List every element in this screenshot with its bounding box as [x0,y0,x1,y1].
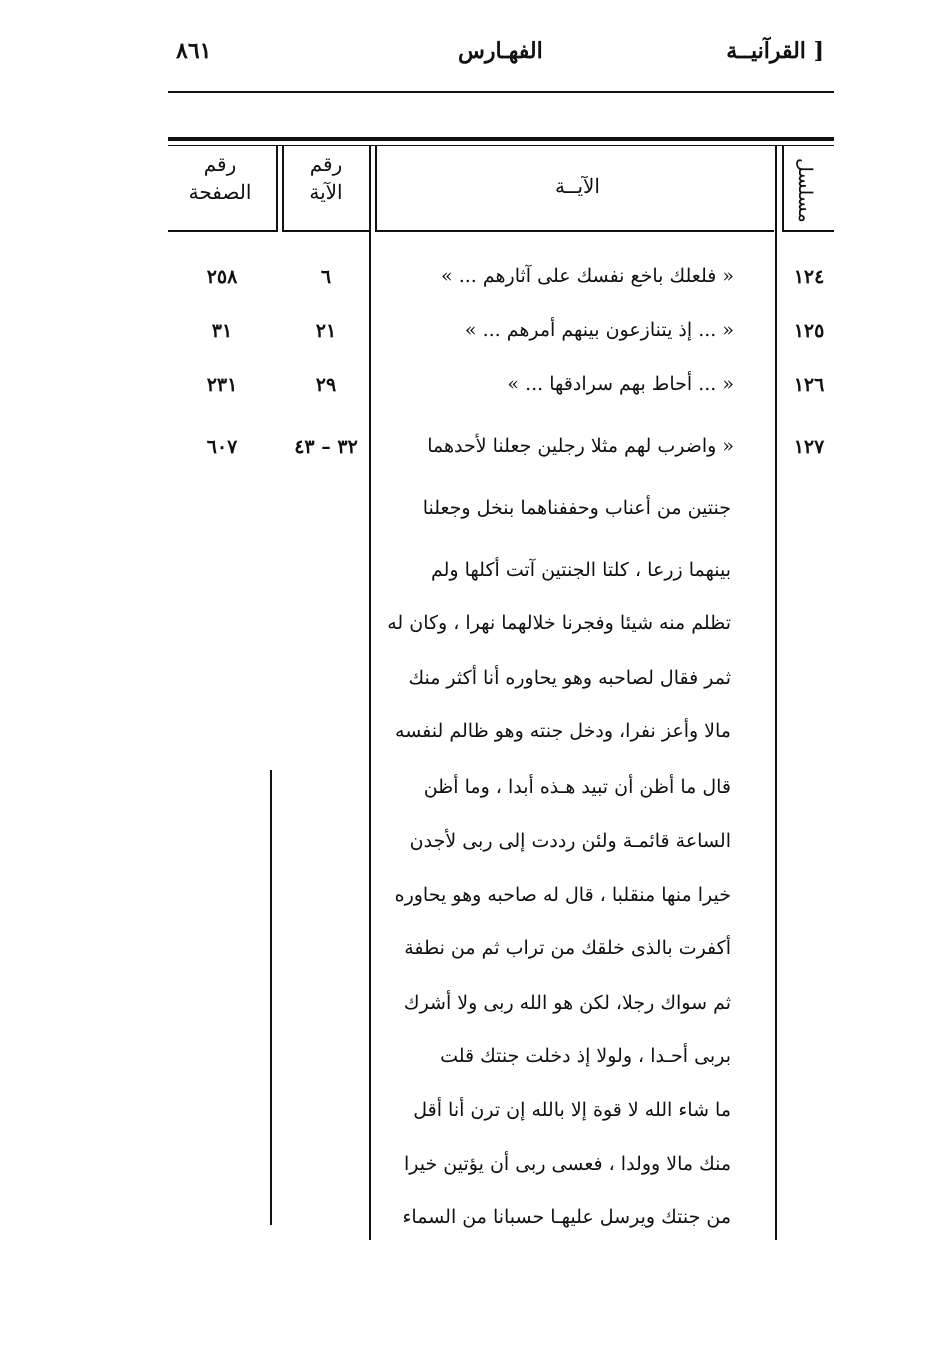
header-bottom-rule-page [168,230,276,232]
row-127-verse-number: ٣٢ – ٤٣ [294,436,358,458]
divider-verse-number-right [282,146,284,232]
header-bottom-rule-verse-number [283,230,369,232]
section-title: الفهـارس [458,38,543,64]
table-top-rule-thick [168,137,834,141]
table-top-rule-thin [168,145,834,146]
row-127-serial: ١٢٧ [793,436,825,458]
column-header-verse-text: الآيــة [555,174,600,198]
column-header-page [170,150,270,206]
divider-verse-left-inner [375,146,377,232]
divider-page-left [276,146,278,232]
verse-line: ثم سواك رجلا، لكن هو الله ربى ولا أشرك [403,992,731,1014]
divider-page-continued [270,770,272,1225]
page-number: ٨٦١ [176,38,212,64]
verse-line: جنتين من أعناب وحففناهما بنخل وجعلنا [422,497,731,519]
verse-line: قال ما أظن أن تبيد هـذه أبدا ، وما أظن [423,776,731,798]
verse-line: الساعة قائمـة ولئن رددت إلى ربى لأجدن [409,830,731,852]
divider-serial-left-inner [782,146,784,232]
row-126-page: ٢٣١ [206,374,238,396]
column-header-serial-text: مسلسل [794,157,816,223]
column-header-verse-number-line2: الآية [309,180,343,204]
row-126-verse-number: ٢٩ [315,374,337,396]
header-bottom-rule-serial [783,230,834,232]
verse-line: من جنتك ويرسل عليهـا حسبانا من السماء [402,1206,731,1228]
column-header-verse-number [282,150,370,206]
verse-line: ما شاء الله لا قوة إلا بالله إن ترن أنا أقل [413,1099,731,1121]
verse-line: بربى أحـدا ، ولولا إذ دخلت جنتك قلت [440,1045,731,1067]
row-124-verse: « فلعلك باخع نفسك على آثارهم ... » [441,265,734,287]
verse-line: منك مالا وولدا ، فعسى ربى أن يؤتين خيرا [404,1153,731,1175]
column-header-page-line1: رقم [203,152,237,176]
header-rule [168,91,834,93]
row-127-page: ٦٠٧ [206,436,238,458]
header-bottom-rule-verse [376,230,774,232]
verse-line: تظلم منه شيئا وفجرنا خلالهما نهرا ، وكان له [387,612,731,634]
divider-verse-left [369,146,371,1240]
row-124-page: ٢٥٨ [206,266,238,288]
row-124-verse-number: ٦ [320,266,332,288]
row-125-page: ٣١ [211,320,233,342]
verse-line: مالا وأعز نفرا، ودخل جنته وهو ظالم لنفسه [395,720,731,742]
row-126-verse: « ... أحاط بهم سرادقها ... » [507,373,734,395]
row-127-verse: « واضرب لهم مثلا رجلين جعلنا لأحدهما [427,435,734,457]
row-126-serial: ١٢٦ [793,374,825,396]
verse-line: ثمر فقال لصاحبه وهو يحاوره أنا أكثر منك [408,667,731,689]
column-header-verse [380,172,775,200]
row-125-verse: « ... إذ يتنازعون بينهم أمرهم ... » [464,319,734,341]
column-header-serial [790,150,820,230]
verse-line: بينهما زرعا ، كلتا الجنتين آتت أكلها ولم [430,559,731,581]
index-title: القرآنيــة ] [726,38,824,64]
column-header-verse-number-line1: رقم [309,152,343,176]
divider-serial-left [775,146,777,1240]
row-124-serial: ١٢٤ [793,266,825,288]
verse-line: خيرا منها منقلبا ، قال له صاحبه وهو يحاوره [394,884,731,906]
verse-line: أكفرت بالذى خلقك من تراب ثم من نطفة [404,937,731,959]
row-125-verse-number: ٢١ [315,320,337,342]
column-header-page-line2: الصفحة [188,180,252,204]
row-125-serial: ١٢٥ [793,320,825,342]
